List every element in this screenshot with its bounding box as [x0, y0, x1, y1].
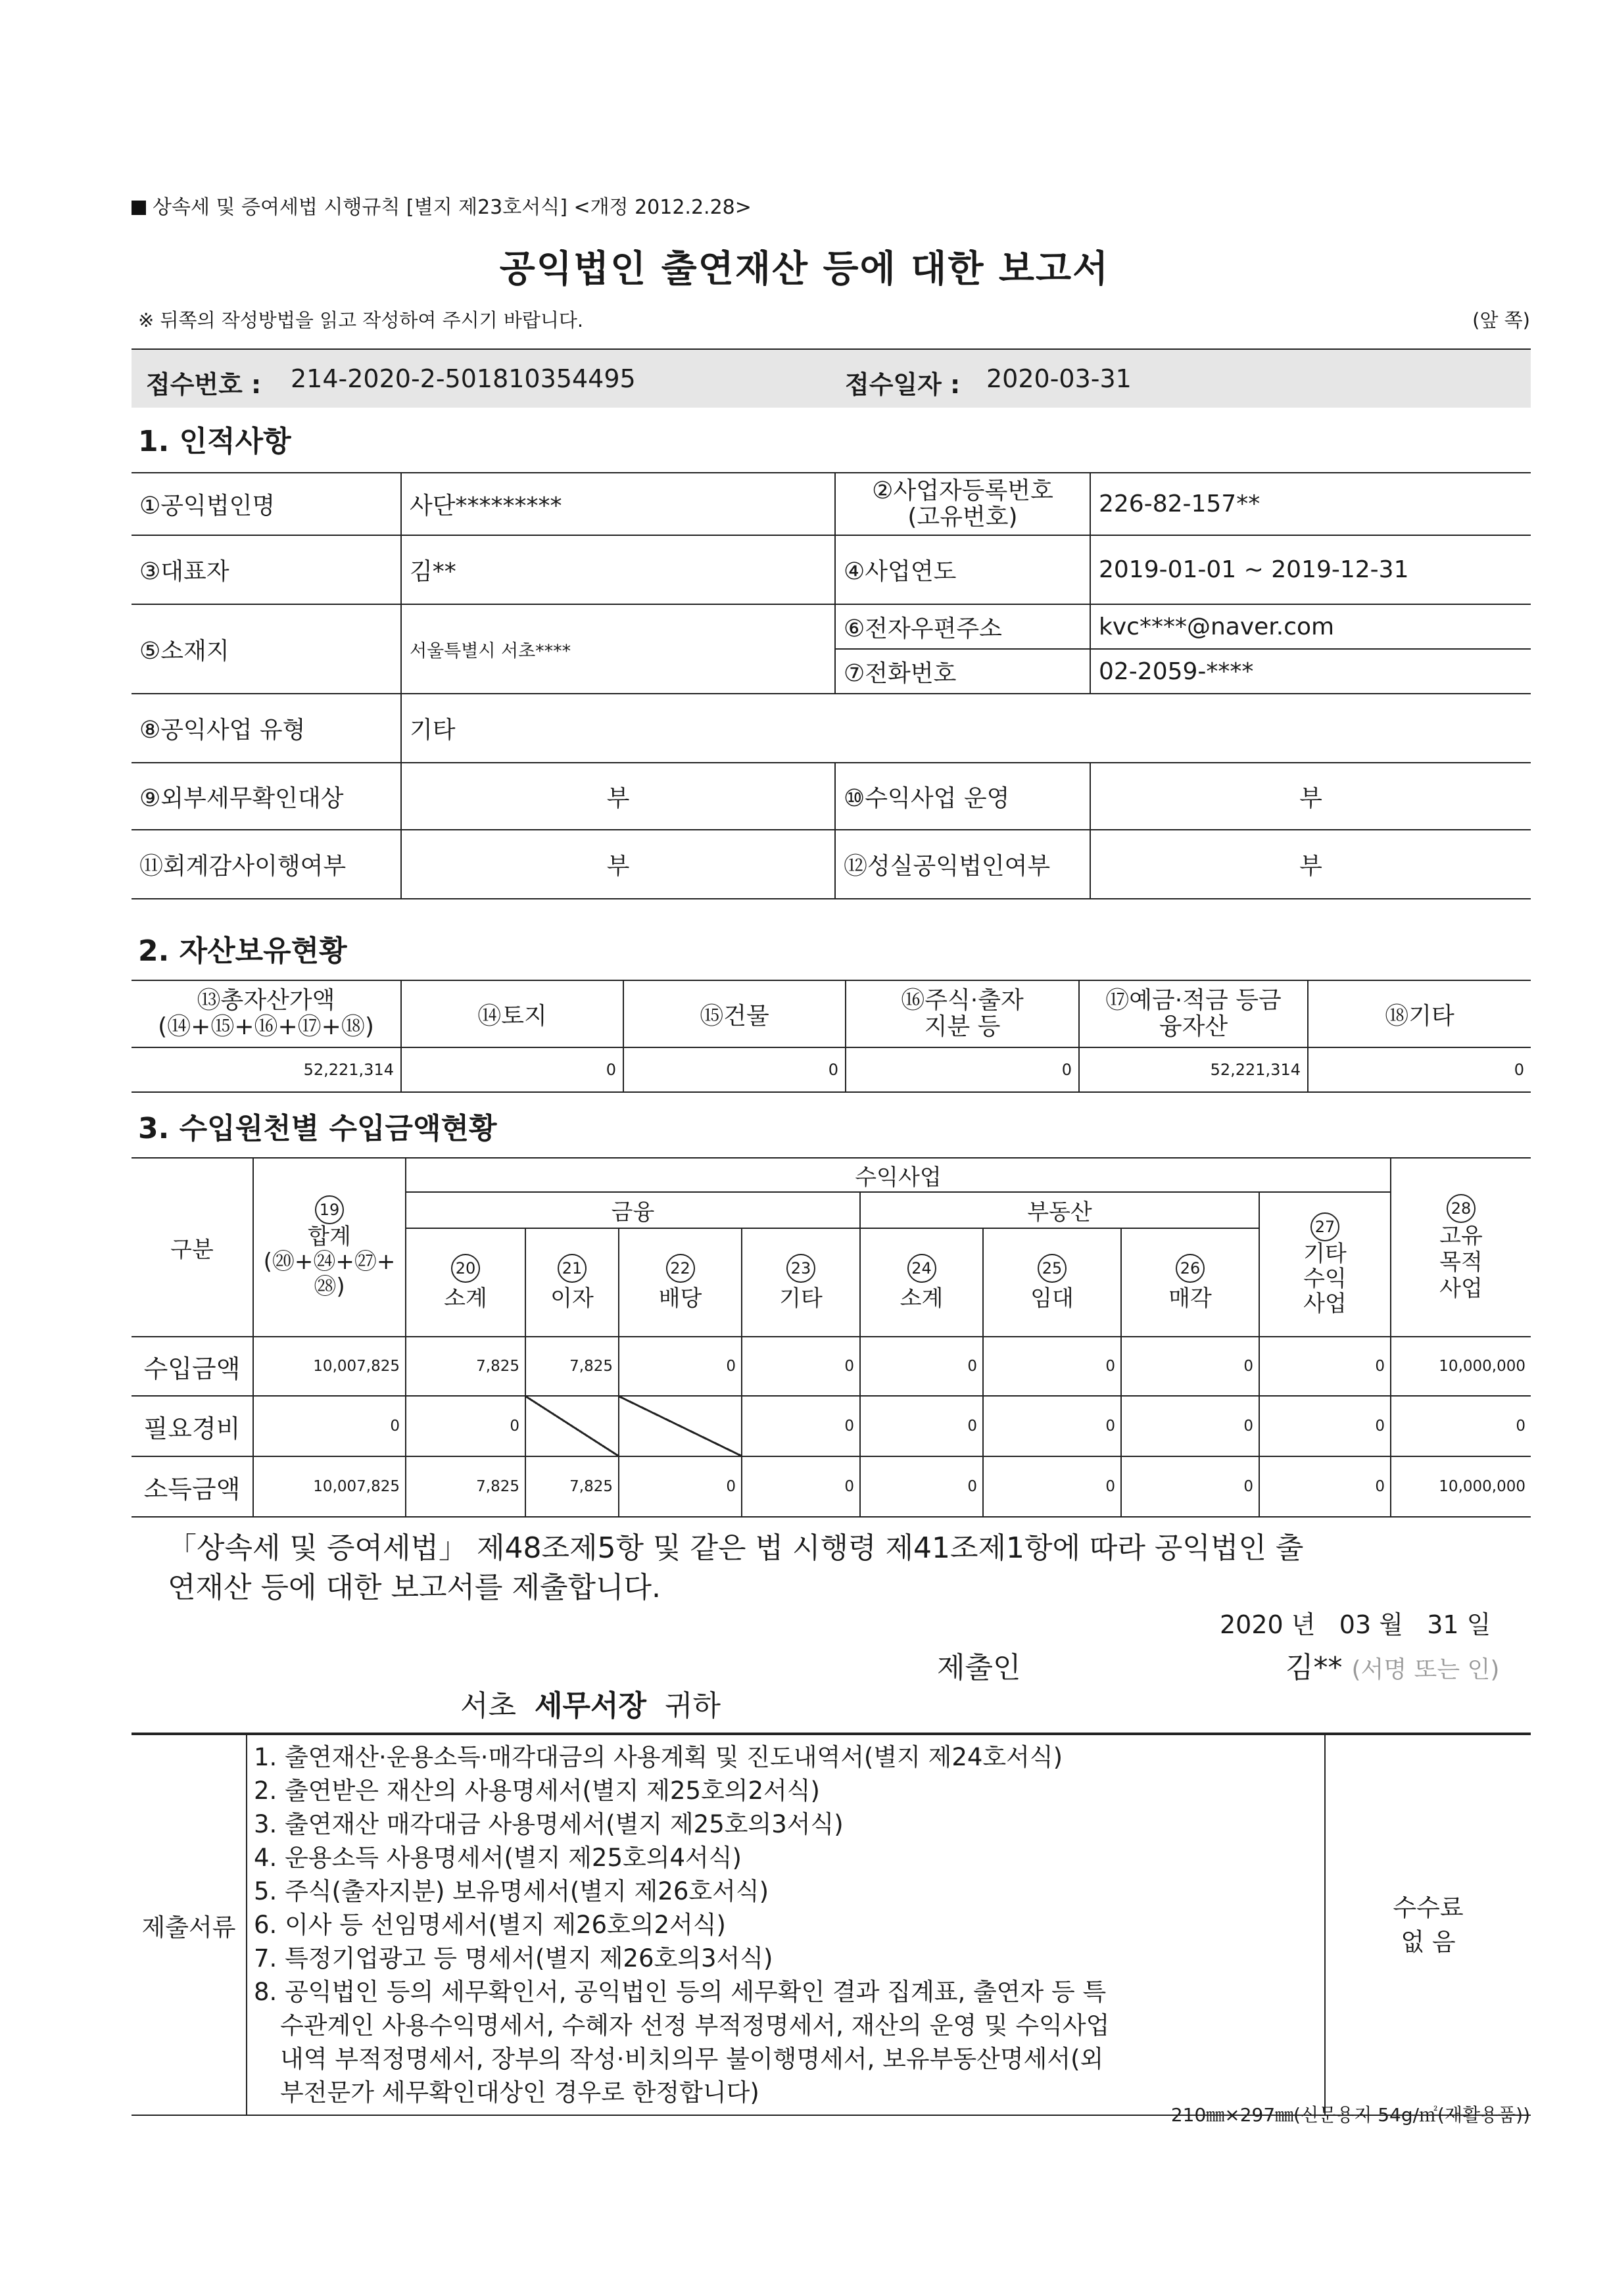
building-value: 0: [623, 1047, 846, 1092]
acct-audit-label: ⑪회계감사이행여부: [132, 830, 401, 899]
interest-cell: 7,825: [525, 1337, 619, 1396]
other-profit-3: 사업: [1303, 1291, 1347, 1317]
own-purpose-header: [1391, 1158, 1531, 1337]
section1-heading: 1. 인적사항: [138, 425, 291, 458]
re-subtotal-cell: 0: [860, 1396, 983, 1456]
entity-name-label: ①공익법인명: [132, 473, 401, 535]
bizno-label: [835, 473, 1090, 535]
re-subtotal-label: 소계: [900, 1285, 944, 1312]
month-unit: 월: [1379, 1610, 1403, 1639]
receipt-number-label: 접수번호 :: [146, 370, 262, 399]
building-header: ⑮건물: [623, 980, 846, 1047]
documents-label: 제출서류: [132, 1734, 247, 2115]
statement-line-2: 연재산 등에 대한 보고서를 제출합니다.: [168, 1571, 661, 1604]
phone-label: ⑦전화번호: [835, 649, 1090, 694]
documents-list: [247, 1734, 1325, 2115]
dividend-cell-na: [619, 1396, 742, 1456]
documents-table: [132, 1733, 1531, 2116]
table-row: [132, 1396, 1531, 1456]
rent-cell: 0: [983, 1337, 1121, 1396]
submit-date: [1220, 1604, 1491, 1640]
tax-office: [460, 1682, 721, 1724]
land-header: ⑭토지: [401, 980, 623, 1047]
profit-biz-label: ⑩수익사업 운영: [835, 763, 1090, 830]
bizno-label-2: (고유번호): [907, 503, 1018, 531]
fin-subtotal-num: 20: [451, 1254, 480, 1283]
rent-num: 25: [1038, 1254, 1067, 1283]
category-header: 구분: [132, 1158, 253, 1337]
profit-business-header: 수익사업: [406, 1158, 1391, 1192]
email-label: ⑥전자우편주소: [835, 604, 1090, 649]
rent-header: [983, 1228, 1121, 1337]
total-header: [253, 1158, 406, 1337]
statement-line-1: 「상속세 및 증여세법」 제48조제5항 및 같은 법 시행령 제41조제1항에 따라 공익법인 출: [168, 1531, 1304, 1565]
list-item: 5. 주식(출자지분) 보유명세서(별지 제26호서식): [254, 1877, 769, 1905]
income-table: [132, 1157, 1531, 1518]
sale-header: [1121, 1228, 1259, 1337]
biz-type-label: ⑧공익사업 유형: [132, 694, 401, 763]
page-title: 공익법인 출연재산 등에 대한 보고서: [499, 248, 1110, 291]
list-item: 내역 부적정명세서, 장부의 작성·비치의무 불이행명세서, 보유부동산명세서(외: [280, 2045, 1104, 2073]
submit-year: 2020: [1220, 1610, 1284, 1639]
office-prefix: 서초: [460, 1689, 517, 1723]
total-cell: 10,007,825: [253, 1337, 406, 1396]
total-formula-2: ㉘): [314, 1274, 345, 1300]
stock-header-1: ⑯주식·출자: [901, 987, 1024, 1014]
list-item: 부전문가 세무확인대상인 경우로 한정합니다): [280, 2078, 759, 2107]
total-label: 합계: [308, 1224, 351, 1250]
fin-other-label: 기타: [779, 1285, 823, 1312]
receipt-date-label: 접수일자 :: [845, 370, 961, 399]
real-estate-header: 부동산: [860, 1192, 1259, 1228]
sale-cell: 0: [1121, 1337, 1259, 1396]
deposit-header-2: 융자산: [1159, 1013, 1228, 1040]
fin-other-num: 23: [786, 1254, 815, 1283]
dividend-header: [619, 1228, 742, 1337]
stock-header-2: 지분 등: [924, 1013, 1001, 1040]
finance-header: 금융: [406, 1192, 860, 1228]
asset-table: [132, 980, 1531, 1093]
own-purpose-1: 고유: [1439, 1222, 1483, 1249]
list-item: 수관계인 사용수익명세서, 수혜자 선정 부적정명세서, 재산의 운영 및 수익사업: [280, 2011, 1110, 2040]
year-unit: 년: [1291, 1610, 1316, 1639]
other-profit-cell: 0: [1259, 1337, 1391, 1396]
ext-audit-value: 부: [401, 763, 835, 830]
sale-label: 매각: [1168, 1285, 1212, 1312]
other-profit-num: 27: [1310, 1212, 1339, 1241]
deposit-header: [1079, 980, 1308, 1047]
biz-type-value: 기타: [401, 694, 1531, 763]
table-row: [132, 1456, 1531, 1517]
dividend-label: 배당: [658, 1285, 702, 1312]
total-assets-header: [132, 980, 401, 1047]
sale-cell: 0: [1121, 1456, 1259, 1517]
other-profit-cell: 0: [1259, 1456, 1391, 1517]
own-purpose-cell: 10,000,000: [1391, 1456, 1531, 1517]
dividend-cell: 0: [619, 1337, 742, 1396]
office-name: 세무서장: [535, 1689, 647, 1723]
fin-subtotal-cell: 7,825: [406, 1456, 525, 1517]
interest-cell-na: [525, 1396, 619, 1456]
representative-label: ③대표자: [132, 535, 401, 604]
submitter-name: 김**: [1285, 1651, 1343, 1685]
submit-day: 31: [1427, 1610, 1459, 1639]
bizno-value: 226-82-157**: [1090, 473, 1531, 535]
other-profit-1: 기타: [1303, 1241, 1347, 1267]
day-unit: 일: [1466, 1610, 1491, 1639]
faithful-label: ⑫성실공익법인여부: [835, 830, 1090, 899]
address-label: ⑤소재지: [132, 604, 401, 694]
signature-hint: (서명 또는 인): [1351, 1656, 1500, 1683]
fee-label: 수수료: [1393, 1893, 1464, 1922]
email-value: kvc****@naver.com: [1090, 604, 1531, 649]
bizno-label-1: ②사업자등록번호: [872, 477, 1053, 504]
personal-info-table: [132, 472, 1531, 899]
re-subtotal-num: 24: [907, 1254, 936, 1283]
list-item: 7. 특정기업광고 등 명세서(별지 제26호의3서식): [254, 1944, 773, 1973]
sale-cell: 0: [1121, 1396, 1259, 1456]
other-profit-2: 수익: [1303, 1266, 1347, 1292]
sale-num: 26: [1176, 1254, 1205, 1283]
fin-subtotal-cell: 7,825: [406, 1337, 525, 1396]
phone-value: 02-2059-****: [1090, 649, 1531, 694]
form-header-text: 상속세 및 증여세법 시행규칙 [별지 제23호서식] <개정 2012.2.28>: [153, 196, 752, 219]
entity-name-value: 사단*********: [401, 473, 835, 535]
own-purpose-2: 목적: [1439, 1249, 1483, 1276]
instruction-note: ※ 뒤쪽의 작성방법을 읽고 작성하여 주시기 바랍니다.: [138, 309, 584, 331]
land-value: 0: [401, 1047, 623, 1092]
rent-cell: 0: [983, 1396, 1121, 1456]
interest-label: 이자: [550, 1285, 594, 1312]
other-value: 0: [1308, 1047, 1531, 1092]
total-assets-header-2: (⑭+⑮+⑯+⑰+⑱): [158, 1013, 374, 1040]
fee-cell: [1325, 1734, 1531, 2115]
section2-heading: 2. 자산보유현황: [138, 934, 347, 968]
receipt-date: 2020-03-31: [986, 364, 1132, 393]
row-label: 수입금액: [132, 1337, 253, 1396]
deposit-header-1: ⑰예금·적금 등금: [1105, 987, 1282, 1014]
stock-header: [846, 980, 1079, 1047]
ext-audit-label: ⑨외부세무확인대상: [132, 763, 401, 830]
row-label: 필요경비: [132, 1396, 253, 1456]
own-purpose-3: 사업: [1439, 1275, 1483, 1302]
acct-audit-value: 부: [401, 830, 835, 899]
address-value: 서울특별시 서초****: [401, 604, 835, 694]
paper-spec: 210㎜×297㎜(신문용지 54g/㎡(재활용품)): [1170, 2104, 1530, 2126]
dividend-cell: 0: [619, 1456, 742, 1517]
rent-cell: 0: [983, 1456, 1121, 1517]
representative-value: 김**: [401, 535, 835, 604]
office-suffix: 귀하: [665, 1689, 721, 1723]
total-assets-value: 52,221,314: [132, 1047, 401, 1092]
list-item: 1. 출연재산·운용소득·매각대금의 사용계획 및 진도내역서(별지 제24호서식): [254, 1743, 1063, 1771]
row-label: 소득금액: [132, 1456, 253, 1517]
list-item: 8. 공익법인 등의 세무확인서, 공익법인 등의 세무확인 결과 집계표, 출연자 등 특: [254, 1978, 1107, 2006]
stock-value: 0: [846, 1047, 1079, 1092]
square-bullet-icon: [132, 201, 146, 215]
section3-heading: 3. 수입원천별 수입금액현황: [138, 1112, 497, 1145]
own-purpose-cell: 0: [1391, 1396, 1531, 1456]
other-profit-cell: 0: [1259, 1396, 1391, 1456]
re-subtotal-cell: 0: [860, 1456, 983, 1517]
receipt-number: 214-2020-2-501810354495: [291, 364, 636, 393]
list-item: 2. 출연받은 재산의 사용명세서(별지 제25호의2서식): [254, 1777, 820, 1805]
fin-other-header: [742, 1228, 860, 1337]
fin-other-cell: 0: [742, 1396, 860, 1456]
interest-header: [525, 1228, 619, 1337]
receipt-bar: [132, 348, 1531, 408]
fee-value: 없 음: [1401, 1927, 1456, 1956]
total-cell: 0: [253, 1396, 406, 1456]
table-row: [132, 1337, 1531, 1396]
interest-num: 21: [558, 1254, 587, 1283]
total-formula-1: (⑳+㉔+㉗+: [263, 1249, 396, 1275]
submit-month: 03: [1339, 1610, 1372, 1639]
other-profit-header: [1259, 1192, 1391, 1337]
total-cell: 10,007,825: [253, 1456, 406, 1517]
rent-label: 임대: [1030, 1285, 1074, 1312]
profit-biz-value: 부: [1090, 763, 1531, 830]
re-subtotal-header: [860, 1228, 983, 1337]
interest-cell: 7,825: [525, 1456, 619, 1517]
fiscal-year-label: ④사업연도: [835, 535, 1090, 604]
other-header: ⑱기타: [1308, 980, 1531, 1047]
re-subtotal-cell: 0: [860, 1337, 983, 1396]
fin-subtotal-header: [406, 1228, 525, 1337]
dividend-num: 22: [666, 1254, 695, 1283]
list-item: 3. 출연재산 매각대금 사용명세서(별지 제25호의3서식): [254, 1810, 844, 1838]
page-side-label: (앞 쪽): [1472, 309, 1530, 331]
fin-other-cell: 0: [742, 1337, 860, 1396]
submitter-signature: [1285, 1644, 1499, 1686]
own-purpose-cell: 10,000,000: [1391, 1337, 1531, 1396]
list-item: 6. 이사 등 선임명세서(별지 제26호의2서식): [254, 1911, 726, 1939]
fin-subtotal-cell: 0: [406, 1396, 525, 1456]
form-header: [132, 191, 752, 220]
total-num: 19: [315, 1195, 344, 1224]
faithful-value: 부: [1090, 830, 1531, 899]
total-assets-header-1: ⑬총자산가액: [197, 987, 335, 1014]
fin-other-cell: 0: [742, 1456, 860, 1517]
fin-subtotal-label: 소계: [444, 1285, 487, 1312]
submitter-label: 제출인: [937, 1651, 1021, 1685]
own-purpose-num: 28: [1447, 1194, 1476, 1223]
fiscal-year-value: 2019-01-01 ~ 2019-12-31: [1090, 535, 1531, 604]
deposit-value: 52,221,314: [1079, 1047, 1308, 1092]
list-item: 4. 운용소득 사용명세서(별지 제25호의4서식): [254, 1844, 742, 1872]
